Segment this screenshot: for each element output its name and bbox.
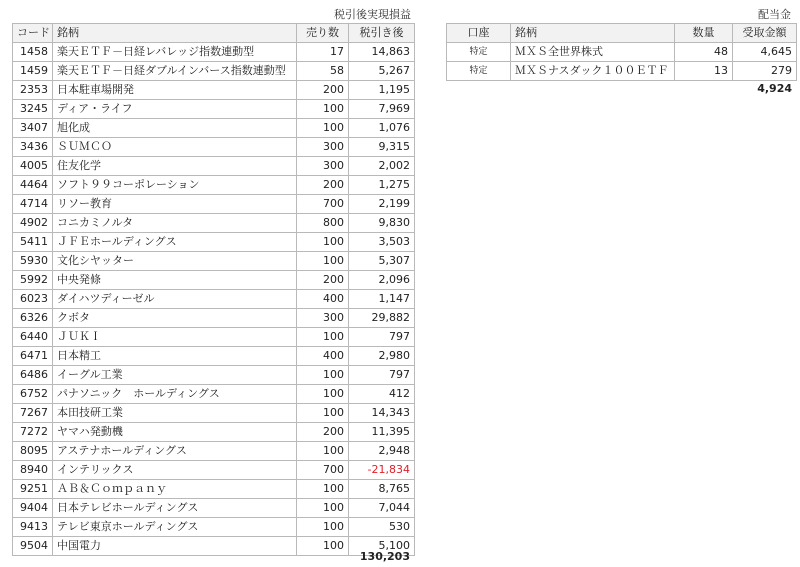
table-cell: インテリックス	[53, 461, 297, 480]
table-row	[13, 43, 415, 62]
table-row	[13, 461, 415, 480]
table-row	[13, 404, 415, 423]
table-cell: 4902	[13, 214, 53, 233]
table-row	[13, 81, 415, 100]
table-cell: 1,076	[349, 119, 415, 138]
table-cell: 100	[297, 499, 349, 518]
table-cell: 300	[297, 138, 349, 157]
table-cell: 3407	[13, 119, 53, 138]
table-cell: 4005	[13, 157, 53, 176]
table-cell: 17	[297, 43, 349, 62]
table-cell: 9,315	[349, 138, 415, 157]
table-cell: 中国電力	[53, 537, 297, 556]
table-row	[13, 176, 415, 195]
table-cell: 300	[297, 309, 349, 328]
table-row	[13, 480, 415, 499]
table-cell: 5411	[13, 233, 53, 252]
table-cell: ソフト９９コーポレーション	[53, 176, 297, 195]
header-sell-qty: 売り数	[297, 24, 349, 43]
table-cell: 5,100	[349, 537, 415, 556]
table-cell: 279	[733, 62, 797, 81]
table-cell: 48	[675, 43, 733, 62]
table-cell: ＭＸＳ全世界株式	[511, 43, 675, 62]
table-cell: 530	[349, 518, 415, 537]
table-cell: 9413	[13, 518, 53, 537]
table-cell: 8095	[13, 442, 53, 461]
table-row	[13, 442, 415, 461]
dividend-caption: 配当金	[758, 8, 791, 21]
table-cell: 1459	[13, 62, 53, 81]
table-cell: 13	[675, 62, 733, 81]
table-cell: 住友化学	[53, 157, 297, 176]
table-cell: 楽天ＥＴＦ－日経レバレッジ指数連動型	[53, 43, 297, 62]
table-cell: 1,147	[349, 290, 415, 309]
table-cell: 9251	[13, 480, 53, 499]
table-row	[13, 233, 415, 252]
table-header-row	[13, 24, 415, 43]
table-cell: 700	[297, 195, 349, 214]
table-cell: 特定	[447, 43, 511, 62]
table-cell: 2,948	[349, 442, 415, 461]
table-row	[13, 157, 415, 176]
table-cell: 日本駐車場開発	[53, 81, 297, 100]
table-cell: 5,267	[349, 62, 415, 81]
table-cell: リソー教育	[53, 195, 297, 214]
table-cell: 8,765	[349, 480, 415, 499]
dividend-total: 4,924	[757, 82, 792, 95]
table-row	[13, 347, 415, 366]
table-cell: 400	[297, 290, 349, 309]
table-cell: ダイハツディーゼル	[53, 290, 297, 309]
table-cell: 2,096	[349, 271, 415, 290]
table-row	[13, 499, 415, 518]
table-row	[13, 385, 415, 404]
table-cell: 旭化成	[53, 119, 297, 138]
table-cell: 100	[297, 252, 349, 271]
table-cell: 200	[297, 271, 349, 290]
table-cell: ＭＸＳナスダック１００ＥＴＦ	[511, 62, 675, 81]
table-cell: 9,830	[349, 214, 415, 233]
table-cell: 100	[297, 100, 349, 119]
table-cell: 100	[297, 404, 349, 423]
table-cell: 5930	[13, 252, 53, 271]
table-row	[13, 214, 415, 233]
table-cell: 6752	[13, 385, 53, 404]
table-cell: 9404	[13, 499, 53, 518]
realized-pl-caption: 税引後実現損益	[334, 8, 411, 21]
table-cell: ＳＵＭＣＯ	[53, 138, 297, 157]
table-cell: コニカミノルタ	[53, 214, 297, 233]
table-cell: 5992	[13, 271, 53, 290]
table-cell: 100	[297, 442, 349, 461]
table-row	[13, 328, 415, 347]
table-cell: 日本テレビホールディングス	[53, 499, 297, 518]
table-cell: 4,645	[733, 43, 797, 62]
table-cell: 100	[297, 537, 349, 556]
table-row	[13, 119, 415, 138]
table-cell: 3,503	[349, 233, 415, 252]
table-cell: 800	[297, 214, 349, 233]
table-cell: 100	[297, 480, 349, 499]
header-stock-name: 銘柄	[53, 24, 297, 43]
table-cell: 3245	[13, 100, 53, 119]
table-cell: 797	[349, 328, 415, 347]
table-cell: 7267	[13, 404, 53, 423]
header-account: 口座	[447, 24, 511, 43]
table-cell: イーグル工業	[53, 366, 297, 385]
table-row	[13, 271, 415, 290]
table-cell: 412	[349, 385, 415, 404]
table-cell: 6440	[13, 328, 53, 347]
table-cell: クボタ	[53, 309, 297, 328]
header-quantity: 数量	[675, 24, 733, 43]
table-cell: 7272	[13, 423, 53, 442]
table-cell: 2,980	[349, 347, 415, 366]
table-cell: 4464	[13, 176, 53, 195]
header-stock-name: 銘柄	[511, 24, 675, 43]
table-cell: アステナホールディングス	[53, 442, 297, 461]
table-cell: 100	[297, 328, 349, 347]
table-cell: 文化シヤッター	[53, 252, 297, 271]
table-cell: 100	[297, 366, 349, 385]
table-cell: 5,307	[349, 252, 415, 271]
table-cell: 楽天ＥＴＦ－日経ダブルインバース指数連動型	[53, 62, 297, 81]
table-cell: 100	[297, 385, 349, 404]
table-cell: 本田技研工業	[53, 404, 297, 423]
header-after-tax: 税引き後	[349, 24, 415, 43]
table-row	[13, 423, 415, 442]
table-cell: 14,863	[349, 43, 415, 62]
table-cell: ヤマハ発動機	[53, 423, 297, 442]
table-cell: 100	[297, 119, 349, 138]
table-row	[13, 62, 415, 81]
table-cell: 6326	[13, 309, 53, 328]
table-cell: ＪＵＫＩ	[53, 328, 297, 347]
table-cell: 6486	[13, 366, 53, 385]
realized-pl-table	[12, 23, 415, 556]
table-cell: 58	[297, 62, 349, 81]
table-row	[447, 43, 797, 62]
table-row	[13, 518, 415, 537]
table-cell: 100	[297, 233, 349, 252]
table-row	[13, 366, 415, 385]
table-row	[447, 62, 797, 81]
table-row	[13, 100, 415, 119]
table-cell: ＡＢ＆Ｃｏｍｐａｎｙ	[53, 480, 297, 499]
table-cell: 200	[297, 81, 349, 100]
table-cell: 9504	[13, 537, 53, 556]
table-row	[13, 290, 415, 309]
table-cell: 1,195	[349, 81, 415, 100]
table-cell: 8940	[13, 461, 53, 480]
table-row	[13, 195, 415, 214]
table-cell: ディア・ライフ	[53, 100, 297, 119]
table-cell: 7,969	[349, 100, 415, 119]
table-cell: 29,882	[349, 309, 415, 328]
table-cell: 797	[349, 366, 415, 385]
table-cell: 6471	[13, 347, 53, 366]
table-cell: -21,834	[349, 461, 415, 480]
table-cell: 中央発條	[53, 271, 297, 290]
table-cell: 6023	[13, 290, 53, 309]
table-cell: 700	[297, 461, 349, 480]
table-cell: 2353	[13, 81, 53, 100]
dividend-table	[446, 23, 797, 81]
table-row	[13, 309, 415, 328]
table-cell: 300	[297, 157, 349, 176]
table-row	[13, 138, 415, 157]
table-cell: 14,343	[349, 404, 415, 423]
table-cell: 日本精工	[53, 347, 297, 366]
table-cell: パナソニック ホールディングス	[53, 385, 297, 404]
header-code: コード	[13, 24, 53, 43]
table-cell: 3436	[13, 138, 53, 157]
table-cell: 4714	[13, 195, 53, 214]
table-cell: 2,199	[349, 195, 415, 214]
realized-pl-total: 130,203	[359, 550, 410, 563]
table-cell: 400	[297, 347, 349, 366]
table-cell: 200	[297, 176, 349, 195]
header-received-amount: 受取金額	[733, 24, 797, 43]
table-cell: 11,395	[349, 423, 415, 442]
table-cell: テレビ東京ホールディングス	[53, 518, 297, 537]
table-row	[13, 252, 415, 271]
table-cell: 特定	[447, 62, 511, 81]
table-cell: 200	[297, 423, 349, 442]
table-cell: 1458	[13, 43, 53, 62]
table-cell: ＪＦＥホールディングス	[53, 233, 297, 252]
table-header-row	[447, 24, 797, 43]
table-cell: 2,002	[349, 157, 415, 176]
table-cell: 100	[297, 518, 349, 537]
table-cell: 7,044	[349, 499, 415, 518]
table-cell: 1,275	[349, 176, 415, 195]
